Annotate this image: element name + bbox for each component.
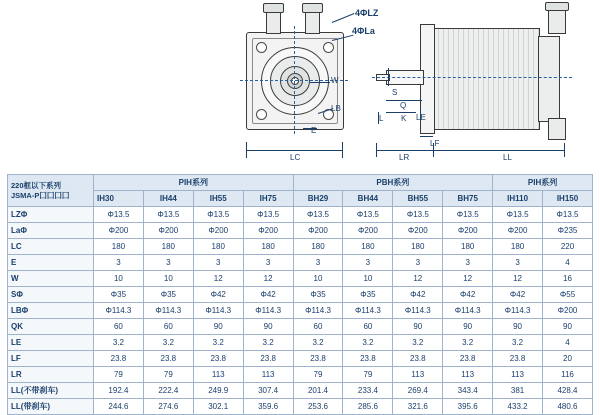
cell: 23.8 — [293, 351, 343, 367]
label-s: S — [392, 88, 398, 97]
row-label: QK — [8, 319, 94, 335]
cell: Φ35 — [293, 287, 343, 303]
cell: 192.4 — [94, 383, 144, 399]
cell: Φ13.5 — [393, 207, 443, 223]
cell: 10 — [293, 271, 343, 287]
cell: 3 — [143, 255, 193, 271]
cell: 220 — [543, 239, 593, 255]
cell: 113 — [393, 367, 443, 383]
cell: Φ200 — [193, 223, 243, 239]
row-label: LR — [8, 367, 94, 383]
face-mount-hole — [256, 109, 267, 120]
cell: 180 — [243, 239, 293, 255]
table-row — [8, 207, 593, 223]
cell: 3 — [443, 255, 493, 271]
cell: 3 — [493, 255, 543, 271]
cell: 321.6 — [393, 399, 443, 415]
row-label: SΦ — [8, 287, 94, 303]
dim-lr-line — [376, 150, 433, 151]
table-row — [8, 399, 593, 415]
cell: 3.2 — [393, 335, 443, 351]
cell: 113 — [493, 367, 543, 383]
dim-k-line — [386, 112, 416, 113]
face-mount-hole — [256, 42, 267, 53]
cell: 307.4 — [243, 383, 293, 399]
col-header-ih30: IH30 — [94, 191, 144, 207]
leader-4lz — [332, 13, 355, 23]
table-row — [8, 271, 593, 287]
group-header-pih2: PIH系列 — [493, 175, 593, 191]
row-label: W — [8, 271, 94, 287]
cell: 433.2 — [493, 399, 543, 415]
cell: 113 — [193, 367, 243, 383]
dim-lc-line — [246, 150, 342, 151]
cell: Φ42 — [243, 287, 293, 303]
cell: 180 — [293, 239, 343, 255]
cell: 249.9 — [193, 383, 243, 399]
cell: 395.6 — [443, 399, 493, 415]
cell: Φ114.3 — [193, 303, 243, 319]
col-header-bh75: BH75 — [443, 191, 493, 207]
row-label: LL(带刹车) — [8, 399, 94, 415]
cell: 4 — [543, 255, 593, 271]
motor-brake-section — [538, 36, 560, 122]
cell: 180 — [393, 239, 443, 255]
col-header-bh29: BH29 — [293, 191, 343, 207]
dim-ll-line — [433, 150, 564, 151]
cell: 20 — [543, 351, 593, 367]
face-mount-hole — [323, 42, 334, 53]
label-l: L — [379, 114, 384, 123]
col-header-ih110: IH110 — [493, 191, 543, 207]
face-centerline-v — [294, 26, 295, 134]
cell: Φ55 — [543, 287, 593, 303]
cell: 23.8 — [193, 351, 243, 367]
cell: 302.1 — [193, 399, 243, 415]
cell: Φ114.3 — [443, 303, 493, 319]
cell: Φ13.5 — [293, 207, 343, 223]
cell: Φ13.5 — [193, 207, 243, 223]
row-label: LL(不带刹车) — [8, 383, 94, 399]
cell: 79 — [143, 367, 193, 383]
dim-lc-tick-right — [342, 142, 343, 158]
col-header-ih55: IH55 — [193, 191, 243, 207]
cell: 23.8 — [443, 351, 493, 367]
cell: 180 — [493, 239, 543, 255]
cell: Φ13.5 — [543, 207, 593, 223]
cell: 12 — [393, 271, 443, 287]
dim-ll-tick-right — [564, 143, 565, 157]
cell: Φ42 — [193, 287, 243, 303]
cell: 16 — [543, 271, 593, 287]
group-header-pbh: PBH系列 — [293, 175, 493, 191]
cell: 233.4 — [343, 383, 393, 399]
cell: 274.6 — [143, 399, 193, 415]
dim-lf-line — [420, 136, 433, 137]
col-header-ih75: IH75 — [243, 191, 293, 207]
cell: 113 — [443, 367, 493, 383]
cell: 428.4 — [543, 383, 593, 399]
row-label: LE — [8, 335, 94, 351]
face-shaft-center — [291, 77, 299, 85]
cell: 3 — [193, 255, 243, 271]
cell: 3 — [243, 255, 293, 271]
cell: 3.2 — [343, 335, 393, 351]
label-w: W — [331, 76, 339, 85]
cell: 90 — [543, 319, 593, 335]
motor-dimension-drawing — [0, 0, 600, 172]
cell: Φ200 — [493, 223, 543, 239]
cell: 3.2 — [243, 335, 293, 351]
cell: 3.2 — [94, 335, 144, 351]
cell: Φ35 — [143, 287, 193, 303]
side-power-connector — [548, 118, 566, 140]
cell: Φ200 — [393, 223, 443, 239]
table-row — [8, 239, 593, 255]
cell: Φ42 — [443, 287, 493, 303]
cell: 113 — [243, 367, 293, 383]
encoder-connector — [266, 10, 281, 34]
side-centerline — [372, 77, 572, 78]
cell: Φ114.3 — [493, 303, 543, 319]
label-lr: LR — [399, 153, 410, 162]
cell: 12 — [243, 271, 293, 287]
cell: 4 — [543, 335, 593, 351]
dim-w-line — [310, 82, 330, 83]
table-row — [8, 303, 593, 319]
cell: 60 — [343, 319, 393, 335]
label-4lz: 4ΦLZ — [355, 8, 379, 18]
cell: Φ114.3 — [143, 303, 193, 319]
cell: Φ200 — [94, 223, 144, 239]
cell: 3.2 — [443, 335, 493, 351]
cell: 269.4 — [393, 383, 443, 399]
cell: 23.8 — [393, 351, 443, 367]
cell: 244.6 — [94, 399, 144, 415]
cell: 3 — [293, 255, 343, 271]
cell: 180 — [193, 239, 243, 255]
cell: 3.2 — [293, 335, 343, 351]
cell: 23.8 — [143, 351, 193, 367]
corner-line-1: 220框以下系列 — [11, 180, 62, 190]
cell: 60 — [94, 319, 144, 335]
cell: 3 — [94, 255, 144, 271]
cell: 222.4 — [143, 383, 193, 399]
col-header-ih44: IH44 — [143, 191, 193, 207]
label-e: E — [311, 126, 317, 135]
cell: 480.6 — [543, 399, 593, 415]
cell: Φ114.3 — [393, 303, 443, 319]
col-header-bh55: BH55 — [393, 191, 443, 207]
cell: 79 — [343, 367, 393, 383]
cell: 253.6 — [293, 399, 343, 415]
cell: 90 — [193, 319, 243, 335]
cell: 23.8 — [94, 351, 144, 367]
cell: Φ42 — [393, 287, 443, 303]
table-row — [8, 319, 593, 335]
label-le: LE — [416, 113, 426, 122]
dimension-table — [7, 174, 593, 415]
cell: 359.6 — [243, 399, 293, 415]
cell: 79 — [293, 367, 343, 383]
cell: 180 — [443, 239, 493, 255]
cell: Φ200 — [243, 223, 293, 239]
cell: 180 — [143, 239, 193, 255]
cell: 201.4 — [293, 383, 343, 399]
table-row — [8, 287, 593, 303]
cell: 60 — [143, 319, 193, 335]
cell: 23.8 — [493, 351, 543, 367]
table-row — [8, 351, 593, 367]
cell: 90 — [493, 319, 543, 335]
dim-s-line — [388, 68, 389, 86]
cell: 3 — [393, 255, 443, 271]
cell: Φ42 — [493, 287, 543, 303]
col-header-bh44: BH44 — [343, 191, 393, 207]
cell: 60 — [293, 319, 343, 335]
row-label: LZΦ — [8, 207, 94, 223]
cell: Φ13.5 — [94, 207, 144, 223]
col-header-ih150: IH150 — [543, 191, 593, 207]
cell: 79 — [94, 367, 144, 383]
cell: Φ35 — [343, 287, 393, 303]
label-k: K — [401, 114, 407, 123]
label-4la: 4ΦLa — [352, 26, 375, 36]
dim-lr-tick-left — [376, 143, 377, 157]
table-corner-cell — [8, 175, 94, 207]
row-label: E — [8, 255, 94, 271]
cell: Φ13.5 — [443, 207, 493, 223]
cell: 343.4 — [443, 383, 493, 399]
cell: 23.8 — [343, 351, 393, 367]
label-lb: LB — [331, 104, 341, 113]
cell: Φ13.5 — [343, 207, 393, 223]
cell: Φ200 — [143, 223, 193, 239]
label-lc: LC — [290, 153, 301, 162]
table-body — [8, 207, 593, 415]
label-lf: LF — [430, 139, 440, 148]
row-label: LaΦ — [8, 223, 94, 239]
row-label: LC — [8, 239, 94, 255]
cell: Φ13.5 — [493, 207, 543, 223]
cell: 23.8 — [243, 351, 293, 367]
cell: Φ200 — [543, 303, 593, 319]
table-row — [8, 255, 593, 271]
cell: Φ114.3 — [293, 303, 343, 319]
dim-lc-tick-left — [246, 142, 247, 158]
cell: Φ200 — [293, 223, 343, 239]
cell: Φ114.3 — [94, 303, 144, 319]
cell: 10 — [343, 271, 393, 287]
cell: Φ114.3 — [243, 303, 293, 319]
cell: 12 — [443, 271, 493, 287]
cell: Φ13.5 — [143, 207, 193, 223]
cell: Φ200 — [443, 223, 493, 239]
cell: 10 — [143, 271, 193, 287]
cell: 3.2 — [193, 335, 243, 351]
table-row — [8, 383, 593, 399]
cell: 12 — [193, 271, 243, 287]
cell: 3 — [343, 255, 393, 271]
motor-side-body — [432, 28, 540, 130]
table-group-header-row — [8, 175, 593, 191]
table-row — [8, 367, 593, 383]
cell: Φ35 — [94, 287, 144, 303]
cell: 285.6 — [343, 399, 393, 415]
cell: 116 — [543, 367, 593, 383]
power-connector — [305, 10, 320, 34]
cell: 90 — [393, 319, 443, 335]
side-encoder-connector — [548, 8, 566, 34]
table-row — [8, 335, 593, 351]
row-label: LBΦ — [8, 303, 94, 319]
cell: 90 — [443, 319, 493, 335]
corner-line-2: JSMA-P囗囗囗囗 — [11, 190, 70, 200]
cell: 10 — [94, 271, 144, 287]
table-row — [8, 223, 593, 239]
cell: Φ200 — [343, 223, 393, 239]
cell: Φ114.3 — [343, 303, 393, 319]
group-header-pih1: PIH系列 — [94, 175, 294, 191]
label-ll: LL — [503, 153, 512, 162]
row-label: LF — [8, 351, 94, 367]
table-column-header-row — [8, 191, 593, 207]
cell: 180 — [94, 239, 144, 255]
power-connector-cap — [302, 3, 323, 13]
cell: 90 — [243, 319, 293, 335]
cell: Φ13.5 — [243, 207, 293, 223]
cell: 12 — [493, 271, 543, 287]
cell: 381 — [493, 383, 543, 399]
side-encoder-cap — [545, 2, 569, 11]
cell: Φ235 — [543, 223, 593, 239]
cell: 180 — [343, 239, 393, 255]
cell: 3.2 — [143, 335, 193, 351]
label-q: Q — [400, 101, 407, 110]
cell: 3.2 — [493, 335, 543, 351]
encoder-connector-cap — [263, 3, 284, 13]
